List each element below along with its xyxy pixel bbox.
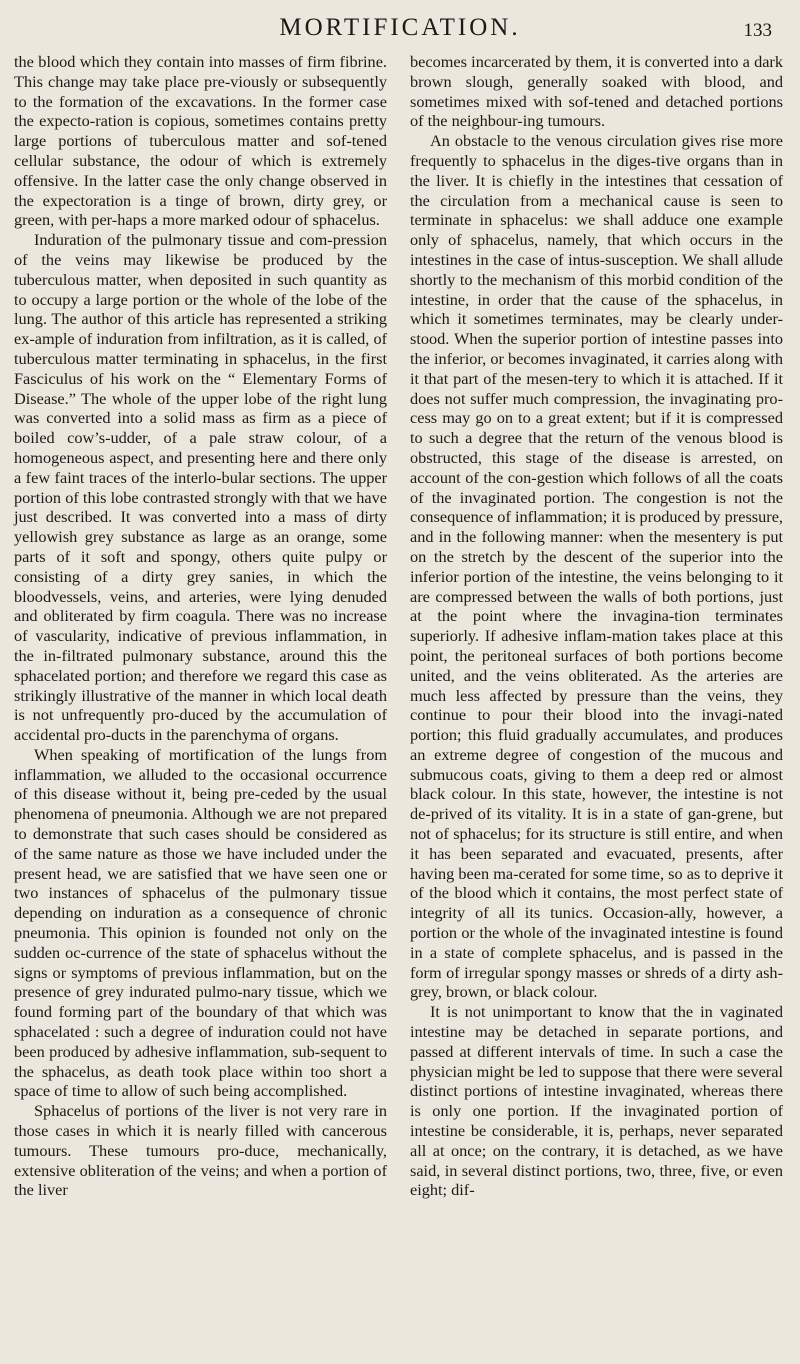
running-head [20,14,780,50]
left-column [14,52,387,1200]
page-number: 133 [743,20,772,41]
paragraph: An obstacle to the venous circulation gives rise more frequently to sphacelus in the diges-tive organs than in the liver. It is chiefly in the intestines that cessation of the circulation from a mechanical cause is seen to terminate in sphacelus: we shall adduce one example only of sphacelus, namely, that which occurs in the intestines in the case of intus-susception. We shall allude shortly to the mechanism of this morbid condition of the intestine, in order that the cause of the sphacelus, in which it sometimes terminates, may be clearly under-stood. When the superior portion of intestine passes into the inferior, or becomes invaginated, it carries along with it that part of the mesen-tery to which it is attached. If it does not suffer much compression, the invaginating pro-cess may go on to a great extent; but if it is compressed to such a degree that the return of the venous blood is obstructed, this stage of the disease is arrested, on account of the con-gestion which follows of all the coats of the invaginated portion. The congestion is not the consequence of inflammation; it is produced by pressure, and in the following manner: when the mesentery is put on the stretch by the descent of the superior into the inferior portion of the intestine, the veins belonging to it are compressed between the walls of both portions, just at the point where the invagina-tion terminates superiorly. If adhesive inflam-mation takes place at this point, the peritoneal surfaces of both portions become united, and the veins obliterated. As the arteries are much less affected by pressure than the veins, they continue to pour their blood into the invagi-nated portion; this fluid gradually accumulates, and produces an extreme degree of congestion of the mucous and submucous coats, giving to them a deep red or almost black colour. In this state, however, the intestine is not de-prived of its vitality. It is in a state of gan-grene, but not of sphacelus; for its structure is still entire, and when it has been separated and evacuated, presents, after having been ma-cerated for some time, so as to deprive it of the blood which it contains, the most perfect state of integrity of all its tunics. Occasion-ally, however, a portion or the whole of the invaginated intestine is found in a state of complete sphacelus, and is passed in the form of irregular spongy masses or shreds of a dirty ash-grey, brown, or black colour. [410,131,783,1002]
running-title: MORTIFICATION. [279,14,521,41]
paragraph: Induration of the pulmonary tissue and com-pression of the veins may likewise be produced by the tuberculous matter, when deposited in such quantity as to occupy a large portion or the whole of the lobe of the lung. The author of this article has represented a striking ex-ample of induration from infiltration, as it is called, of tuberculous matter terminating in sphacelus, in the first Fasciculus of his work on the “ Elementary Forms of Disease.” The whole of the upper lobe of the right lung was converted into a solid mass as firm as a piece of boiled cow’s-udder, of a pale straw colour, of a homogeneous aspect, and presenting here and there only a few faint traces of the interlo-bular sections. The upper portion of this lobe contrasted strongly with that we have just described. It was converted into a mass of dirty yellowish grey substance as large as an orange, some parts of it soft and spongy, others quite pulpy or consisting of a dirty grey sanies, in which the bloodvessels, veins, and arteries, were lying denuded and obliterated by firm coagula. There was no increase of vascularity, indicative of previous inflammation, in the in-filtrated pulmonary substance, around this the sphacelated portion; and therefore we regard this case as strikingly illustrative of the manner in which local death is not unfrequently pro-duced by the accumulation of accidental pro-ducts in the parenchyma of organs. [14,230,388,745]
right-column [410,52,783,1200]
paragraph: It is not unimportant to know that the in vaginated intestine may be detached in separate portions, and passed at different intervals of time. In such a case the physician might be led to suppose that there were several distinct portions of intestine invaginated, whereas there is only one portion. If the invaginated portion of intestine be considerable, it is, perhaps, never separated all at once; on the contrary, it is detached, as we have said, in several distinct portions, two, three, five, or even eight; dif- [410,1002,783,1200]
paragraph: becomes incarcerated by them, it is converted into a dark brown slough, generally soaked with blood, and sometimes mixed with sof-tened and detached portions of the neighbour-ing tumours. [410,52,783,131]
paragraph: When speaking of mortification of the lungs from inflammation, we alluded to the occasional occurrence of this disease without it, being pre-ceded by the usual phenomena of pneumonia. Although we are not prepared to demonstrate that such cases should be considered as of the same nature as those we have included under the present head, we are satisfied that we have seen one or two instances of sphacelus of the pulmonary tissue depending on induration as a consequence of chronic pneumonia. This opinion is founded not only on the sudden oc-currence of the state of sphacelus without the signs or symptoms of previous inflammation, but on the presence of grey indurated pulmo-nary tissue, which we found forming part of the boundary of that which was sphacelated : such a degree of induration could not have been produced by adhesive inflammation, sub-sequent to the sphacelus, as death took place within too short a space of time to allow of such being accomplished. [14,744,387,1101]
paragraph: Sphacelus of portions of the liver is not very rare in those cases in which it is nearly filled with cancerous tumours. These tumours pro-duce, mechanically, extensive obliteration of the veins; and when a portion of the liver [14,1101,387,1200]
paragraph: the blood which they contain into masses of firm fibrine. This change may take place pre-viously or subsequently to the formation of the excavations. In the former case the expecto-ration is copious, sometimes contains pretty large portions of tuberculous matter and sof-tened cellular substance, the odour of which is extremely offensive. In the latter case the only change observed in the expectoration is a tinge of brown, dirty grey, or green, with per-haps a more marked odour of sphacelus. [14,52,387,230]
